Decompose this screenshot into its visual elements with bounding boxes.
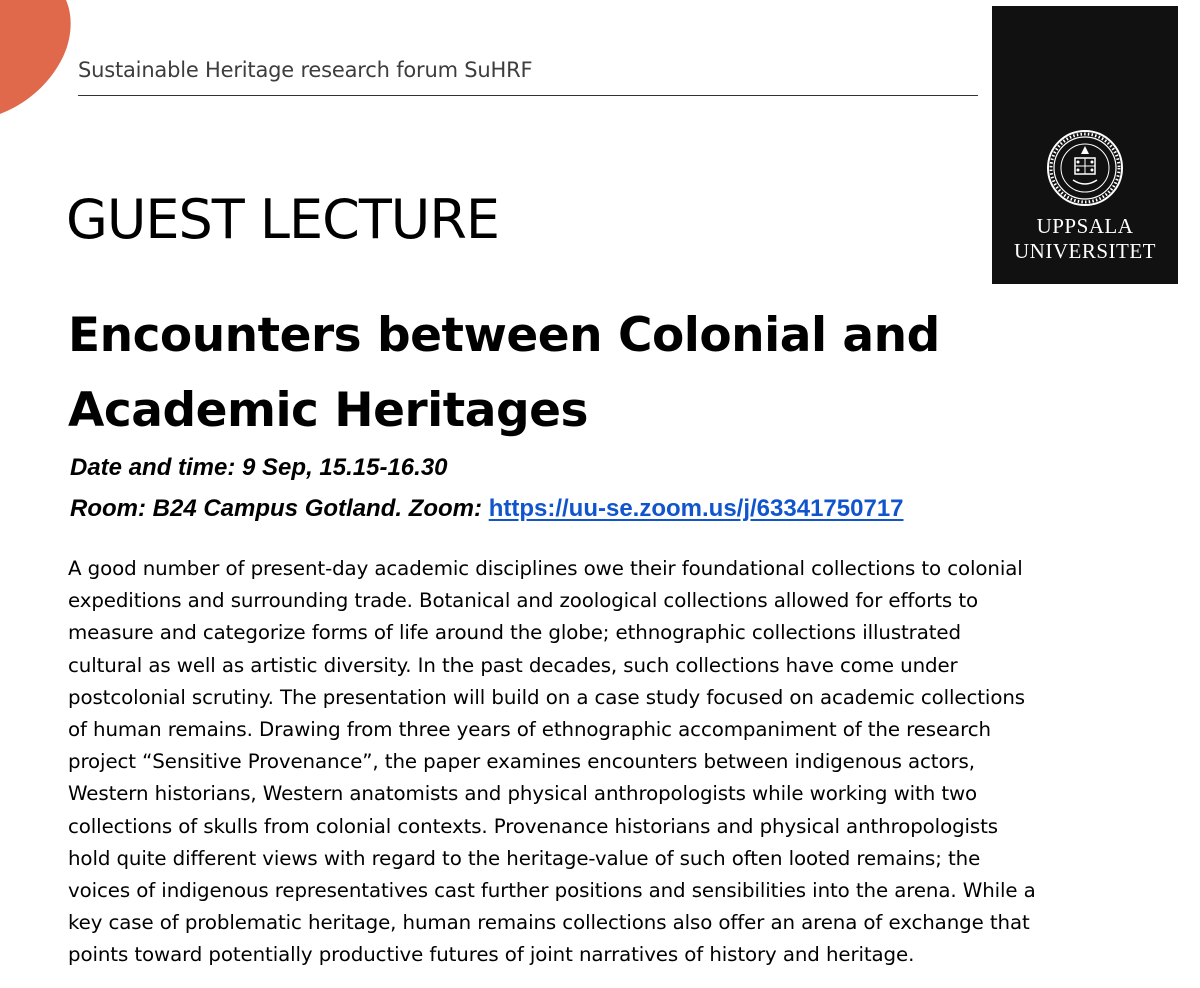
abstract-line: Western historians, Western anatomists and physical anthropologists while working with two (68, 782, 978, 806)
abstract-line: expeditions and surrounding trade. Botanical and zoological collections allowed for efforts to (68, 589, 978, 613)
room-zoom-line (70, 495, 904, 523)
abstract-line: cultural as well as artistic diversity. In the past decades, such collections have come under (68, 653, 958, 677)
logo-text-universitet: UNIVERSITET (1014, 239, 1156, 263)
date-time-line: Date and time: 9 Sep, 15.15-16.30 (70, 454, 448, 481)
abstract-line: of human remains. Drawing from three years of ethnographic accompaniment of the research (68, 718, 991, 742)
university-seal-icon (1045, 128, 1125, 208)
zoom-link[interactable]: https://uu-se.zoom.us/j/63341750717 (488, 495, 904, 522)
abstract-line: key case of problematic heritage, human remains collections also offer an arena of exchange that (68, 911, 1030, 935)
header-divider (78, 95, 978, 96)
forum-title: Sustainable Heritage research forum SuHRF (78, 58, 533, 82)
lecture-title-line: Encounters between Colonial and (68, 308, 940, 363)
abstract-line: points toward potentially productive futures of joint narratives of history and heritage. (68, 943, 915, 967)
abstract-line: postcolonial scrutiny. The presentation will build on a case study focused on academic collections (68, 685, 1025, 709)
abstract-line: voices of indigenous representatives cast further positions and sensibilities into the arena. While a (68, 879, 1036, 903)
abstract-paragraph (68, 553, 1188, 972)
abstract-line: A good number of present-day academic disciplines owe their foundational collections to colonial (68, 557, 1023, 580)
abstract-line: project “Sensitive Provenance”, the paper examines encounters between indigenous actors, (68, 750, 975, 774)
abstract-line: hold quite different views with regard to the heritage-value of such often looted remains; the (68, 846, 981, 870)
room-text: Room: B24 Campus Gotland. Zoom: (70, 495, 483, 522)
abstract-line: measure and categorize forms of life around the globe; ethnographic collections illustrated (68, 621, 961, 645)
uppsala-university-logo (992, 6, 1178, 284)
logo-text-uppsala: UPPSALA (1036, 214, 1134, 238)
accent-shape (0, 0, 80, 115)
guest-lecture-heading: GUEST LECTURE (66, 188, 499, 251)
abstract-line: collections of skulls from colonial contexts. Provenance historians and physical anthropologists (68, 814, 998, 838)
lecture-title-line: Academic Heritages (68, 383, 588, 438)
lecture-title (68, 298, 1008, 448)
